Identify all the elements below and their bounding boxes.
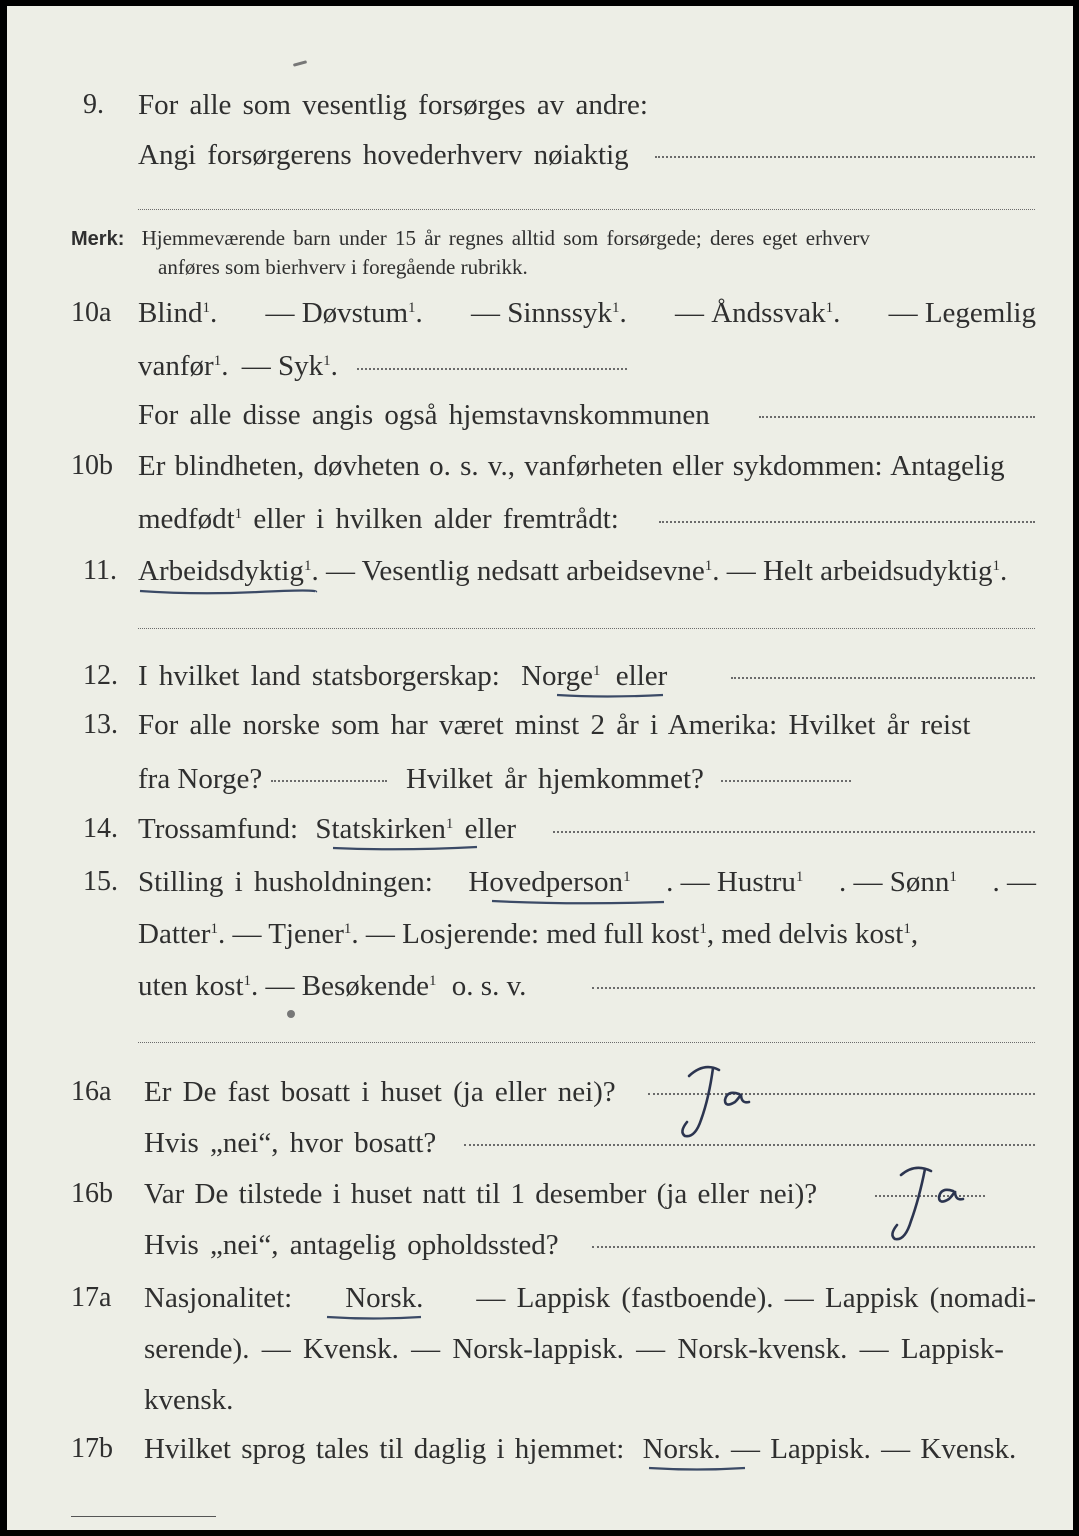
option-blind[interactable]: Blind$^1$. bbox=[138, 297, 218, 329]
q10b-line2 bbox=[138, 502, 619, 536]
footnote-rule bbox=[71, 1516, 216, 1517]
q17b-number: 17b bbox=[71, 1433, 113, 1464]
option-statskirken[interactable]: Statskirken$^1$ bbox=[315, 813, 454, 845]
q10b-number: 10b bbox=[71, 450, 113, 481]
q17a-line1 bbox=[144, 1281, 1036, 1315]
q13-line1: For alle norske som har været minst 2 år i Amerika: Hvilket år reist bbox=[138, 709, 971, 741]
q15-answer-field-2[interactable] bbox=[138, 1042, 1035, 1043]
q16a-number: 16a bbox=[71, 1076, 112, 1107]
merk-line1: Hjemmeværende barn under 15 år regnes alltid som forsørgede; deres eget erhverv bbox=[141, 226, 870, 250]
option-norge[interactable]: Norge$^1$ bbox=[521, 660, 601, 692]
option-tjener[interactable]: . — Tjener$^1$ bbox=[217, 918, 352, 950]
q15-answer-field[interactable] bbox=[592, 987, 1035, 989]
merk-label: Merk: bbox=[71, 228, 125, 250]
option-syk[interactable]: — Syk$^1$. bbox=[241, 350, 338, 382]
q10a-hjemstavn-field[interactable] bbox=[759, 416, 1035, 418]
q13-hjemkommet: Hvilket år hjemkommet? bbox=[406, 763, 704, 795]
ink-speck bbox=[293, 60, 307, 67]
q9-line1: For alle som vesentlig forsørges av andre: bbox=[138, 89, 648, 121]
q15-osv: o. s. v. bbox=[451, 970, 527, 1002]
q13-number: 13. bbox=[83, 709, 118, 740]
q17b-label: Hvilket sprog tales til daglig i hjemmet: bbox=[144, 1433, 625, 1465]
q14-text: Trossamfund: bbox=[138, 813, 299, 845]
option-arbeidsdyktig[interactable]: Arbeidsdyktig$^1$ bbox=[138, 555, 312, 587]
underline-norsk-17a bbox=[325, 1312, 423, 1322]
q10b-answer-field[interactable] bbox=[659, 521, 1035, 523]
q15-stilling: Stilling i husholdningen: bbox=[138, 866, 433, 898]
q14-eller: eller bbox=[464, 813, 517, 845]
q11-line: Arbeidsdyktig$^1$. — Vesentlig nedsatt arbeidsevne$^1$. — Helt arbeidsudyktig$^1$. bbox=[138, 555, 1008, 587]
option-legemlig[interactable]: — Legemlig bbox=[888, 297, 1036, 329]
q14-number: 14. bbox=[83, 813, 118, 844]
q10a-line2 bbox=[138, 349, 338, 383]
q17a-line2: serende). — Kvensk. — Norsk-lappisk. — Norsk-kvensk. — Lappisk- bbox=[144, 1333, 1004, 1365]
q16a-bosatt-field[interactable] bbox=[464, 1144, 1035, 1146]
q15-number: 15. bbox=[83, 866, 118, 897]
q14-line bbox=[138, 812, 516, 846]
underline-statskirken bbox=[331, 842, 479, 852]
option-full-kost[interactable]: . — Losjerende: med full kost$^1$ bbox=[351, 918, 707, 950]
q10b-line1: Er blindheten, døvheten o. s. v., vanførheten eller sykdommen: Antagelig bbox=[138, 450, 1005, 482]
option-uten-kost[interactable]: uten kost$^1$ bbox=[138, 970, 252, 1002]
q12-line bbox=[138, 659, 667, 693]
option-hustru[interactable]: . — Hustru$^1$ bbox=[666, 866, 804, 898]
q12-text: I hvilket land statsborgerskap: bbox=[138, 660, 500, 692]
option-sonn[interactable]: . — Sønn$^1$ bbox=[838, 866, 957, 898]
handwritten-answer-16a bbox=[669, 1058, 769, 1148]
option-vanfor[interactable]: vanfør$^1$. bbox=[138, 350, 229, 382]
option-norsk-17a[interactable]: Norsk. bbox=[345, 1282, 424, 1314]
handwritten-answer-16b bbox=[877, 1161, 977, 1251]
underline-norge bbox=[555, 690, 665, 700]
q12-answer-field[interactable] bbox=[731, 677, 1035, 679]
q17a-number: 17a bbox=[71, 1282, 112, 1313]
q16b-opholdssted-field[interactable] bbox=[592, 1246, 1035, 1248]
q10a-number: 10a bbox=[71, 297, 112, 328]
census-form-page bbox=[7, 6, 1073, 1530]
q11-answer-field[interactable] bbox=[138, 628, 1035, 629]
q13-fra: fra Norge? bbox=[138, 763, 263, 795]
q17a-line3: kvensk. bbox=[144, 1384, 234, 1416]
q15-line1: Stilling i husholdningen: Hovedperson$^1$ . — Hustru$^1$ . — Sønn$^1$ . — bbox=[138, 866, 1036, 898]
q10a-syk-field[interactable] bbox=[357, 368, 627, 370]
q16b-line1: Var De tilstede i huset natt til 1 desember (ja eller nei)? bbox=[144, 1178, 818, 1210]
underline-norsk-17b bbox=[647, 1463, 747, 1473]
merk-line2: anføres som bierhverv i foregående rubrikk. bbox=[158, 255, 528, 279]
option-udyktig[interactable]: . — Helt arbeidsudyktig$^1$ bbox=[712, 555, 1001, 587]
option-delvis-kost[interactable]: , med delvis kost$^1$ bbox=[706, 918, 911, 950]
q17a-rest1: — Lappisk (fastboende). — Lappisk (nomadi- bbox=[476, 1282, 1036, 1314]
q13-reist-field[interactable] bbox=[271, 780, 387, 782]
option-norsk-17b[interactable]: Norsk. bbox=[642, 1433, 721, 1465]
q11-number: 11. bbox=[83, 555, 117, 586]
q9-number: 9. bbox=[83, 89, 104, 120]
option-medfodt[interactable]: medfødt$^1$ bbox=[138, 503, 243, 535]
option-dovstum[interactable]: — Døvstum$^1$. bbox=[265, 297, 423, 329]
underline-hovedperson bbox=[490, 896, 666, 906]
underline-arbeidsdyktig bbox=[138, 586, 318, 596]
q15-line2: Datter$^1$. — Tjener$^1$. — Losjerende: med full kost$^1$, med delvis kost$^1$, bbox=[138, 918, 919, 950]
option-nedsatt[interactable]: . — Vesentlig nedsatt arbeidsevne$^1$ bbox=[311, 555, 713, 587]
q16b-number: 16b bbox=[71, 1178, 113, 1209]
q16a-line1: Er De fast bosatt i huset (ja eller nei)? bbox=[144, 1076, 616, 1108]
q10a-line1 bbox=[138, 296, 1036, 330]
q12-number: 12. bbox=[83, 660, 118, 691]
q15-line3 bbox=[138, 969, 526, 1003]
merk-note bbox=[71, 225, 870, 253]
option-datter[interactable]: Datter$^1$ bbox=[138, 918, 218, 950]
q16a-line2: Hvis „nei“, hvor bosatt? bbox=[144, 1127, 437, 1159]
option-hovedperson[interactable]: Hovedperson$^1$ bbox=[468, 866, 631, 898]
q9-line2: Angi forsørgerens hovederhverv nøiaktig bbox=[138, 139, 629, 171]
q9-answer-field-2[interactable] bbox=[138, 209, 1035, 210]
ink-speck bbox=[287, 1010, 295, 1018]
q10a-line3: For alle disse angis også hjemstavnskommunen bbox=[138, 399, 710, 431]
option-besokende[interactable]: . — Besøkende$^1$ bbox=[251, 970, 437, 1002]
q17a-label: Nasjonalitet: bbox=[144, 1282, 293, 1314]
q12-eller: eller bbox=[615, 660, 668, 692]
q17b-line bbox=[144, 1432, 1016, 1466]
q17b-rest: — Lappisk. — Kvensk. bbox=[730, 1433, 1017, 1465]
option-andssvak[interactable]: — Åndssvak$^1$. bbox=[674, 297, 841, 329]
option-sinnssyk[interactable]: — Sinnssyk$^1$. bbox=[471, 297, 627, 329]
q13-hjemkommet-field[interactable] bbox=[721, 780, 851, 782]
q16b-line2: Hvis „nei“, antagelig opholdssted? bbox=[144, 1229, 559, 1261]
q9-answer-field[interactable] bbox=[655, 156, 1035, 158]
q10b-line2-rest: eller i hvilken alder fremtrådt: bbox=[253, 503, 619, 535]
q14-answer-field[interactable] bbox=[553, 831, 1035, 833]
